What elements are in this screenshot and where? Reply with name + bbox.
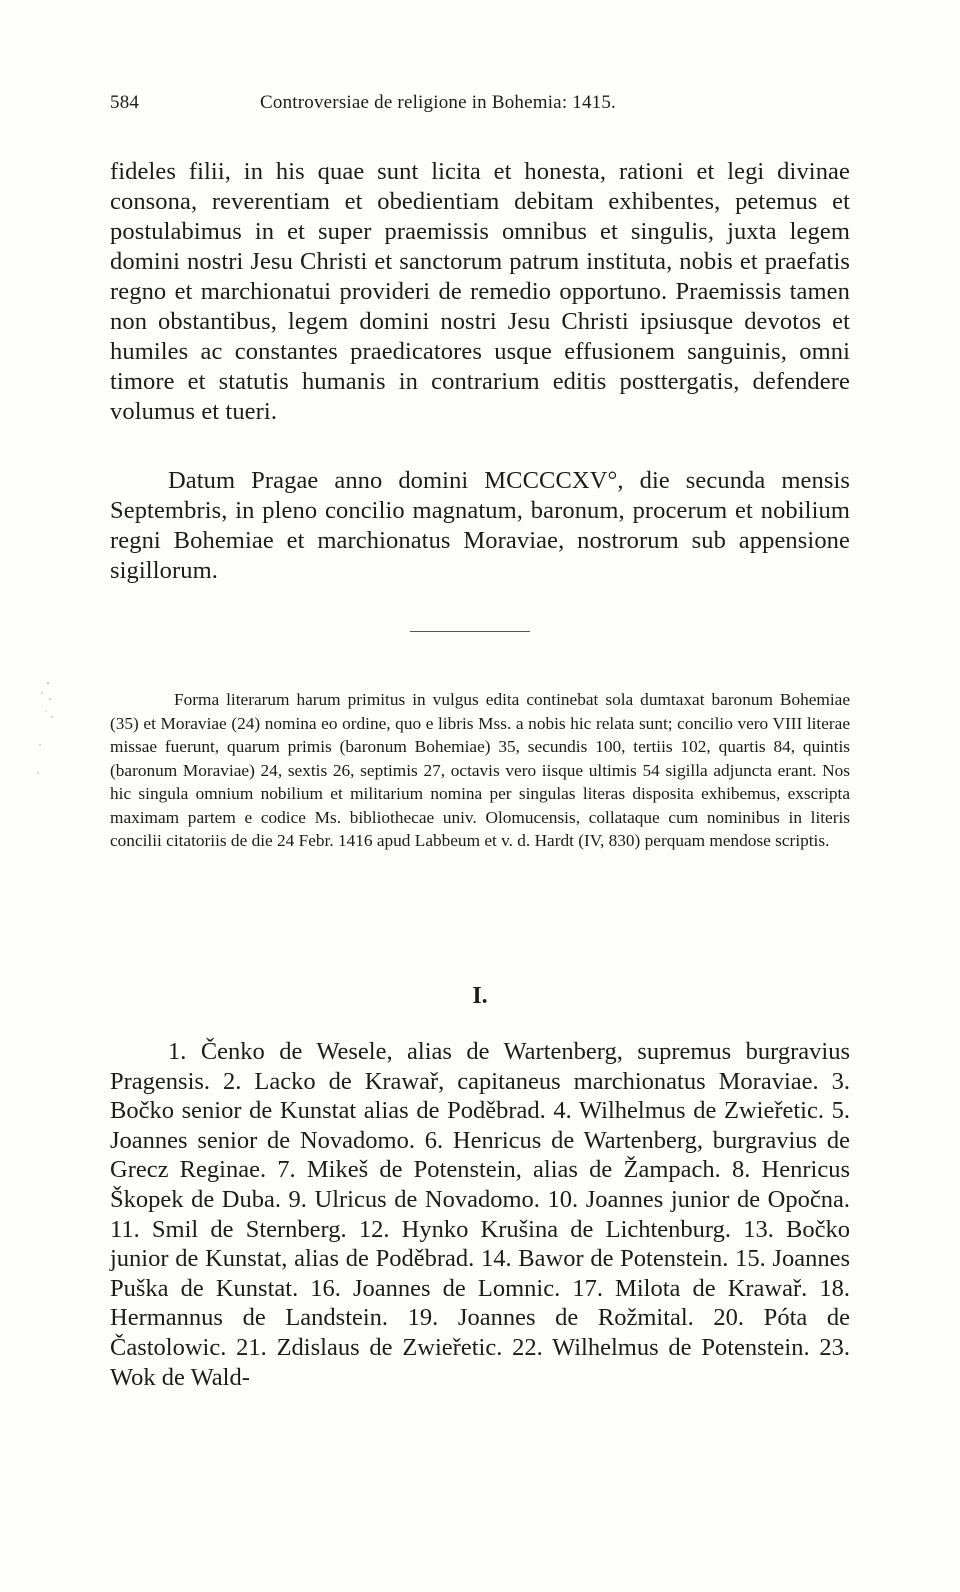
baron-list-text: 1. Čenko de Wesele, alias de Wartenberg, supremus burgravius Pragensis. 2. Lacko de Krawař, capitaneus marchionatus Moraviae. 3. Bočko senior de Kunstat alias de Poděbrad. 4. Wilhelmus de Zwieřetic. 5. Joannes senior de Novadomo. 6. Henricus de Wartenberg, burgravius de Grecz Reginae. 7. Mikeš de Potenstein, alias de Žampach. 8. Henricus Škopek de Duba. 9. Ulricus de Novadomo. 10. Joannes junior de Opočna. 11. Smil de Sternberg. 12. Hynko Krušina de Lichtenburg. 13. Bočko junior de Kunstat, alias de Poděbrad. 14. Bawor de Potenstein. 15. Joannes Puška de Kunstat. 16. Joannes de Lomnic. 17. Milota de Krawař. 18. Hermannus de Landstein. 19. Joannes de Rožmital. 20. Póta de Častolowic. 21. Zdislaus de Zwieřetic. 22. Wilhelmus de Potenstein. 23. Wok de Wald- (110, 1038, 850, 1391)
section-heading: I. (472, 983, 488, 1009)
paper-specks-decoration (20, 675, 70, 795)
body-paragraph-2 (110, 466, 850, 586)
running-title: Controversiae de religione in Bohemia: 1415. (260, 92, 616, 113)
note-text: Forma literarum harum primitus in vulgus edita continebat sola dumtaxat baronum Bohemiae (35) et Moraviae (24) nomina eo ordine, quo e libris Mss. a nobis hic relata sunt; concilio vero VIII literae missae fuerunt, quarum primis (baronum Bohemiae) 35, secundis 100, tertiis 102, quartis 84, quintis (baronum Moraviae) 24, sextis 26, septimis 27, octavis vero iisque ultimis 54 sigilla adjuncta erant. Nos hic singula omnium nobilium et militarium nomina per singulas literas disposita exhibemus, exscripta maximam partem e codice Ms. bibliothecae univ. Olomucensis, collataque cum nominibus in literis concilii citatoriis de die 24 Febr. 1416 apud Labbeum et v. d. Hardt (IV, 830) perquam mendose scriptis. (110, 690, 850, 850)
body-paragraph-1 (110, 157, 850, 427)
section-divider (410, 631, 530, 632)
editorial-note (110, 688, 850, 853)
paragraph-text: Datum Pragae anno domini MCCCCXV°, die secunda mensis Septembris, in pleno concilio magnatum, baronum, procerum et nobilium regni Bohemiae et marchionatus Moraviae, nostrorum sub appensione sigillorum. (110, 467, 850, 584)
paragraph-text: fideles filii, in his quae sunt licita et honesta, rationi et legi divinae consona, reverentiam et obedientiam debitam exhibentes, petemus et postulabimus in et super praemissis omnibus et singulis, juxta legem domini nostri Jesu Christi et sanctorum patrum instituta, nobis et praefatis regno et marchionatui provideri de remedio opportuno. Praemissis tamen non obstantibus, legem domini nostri Jesu Christi ipsiusque devotos et humiles ac constantes praedicatores usque effusionem sanguinis, omni timore et statutis humanis in contrarium editis posttergatis, defendere volumus et tueri. (110, 158, 850, 425)
page-number: 584 (110, 92, 140, 113)
page-header (110, 92, 850, 122)
baron-list (110, 1037, 850, 1392)
book-page (110, 0, 850, 1592)
